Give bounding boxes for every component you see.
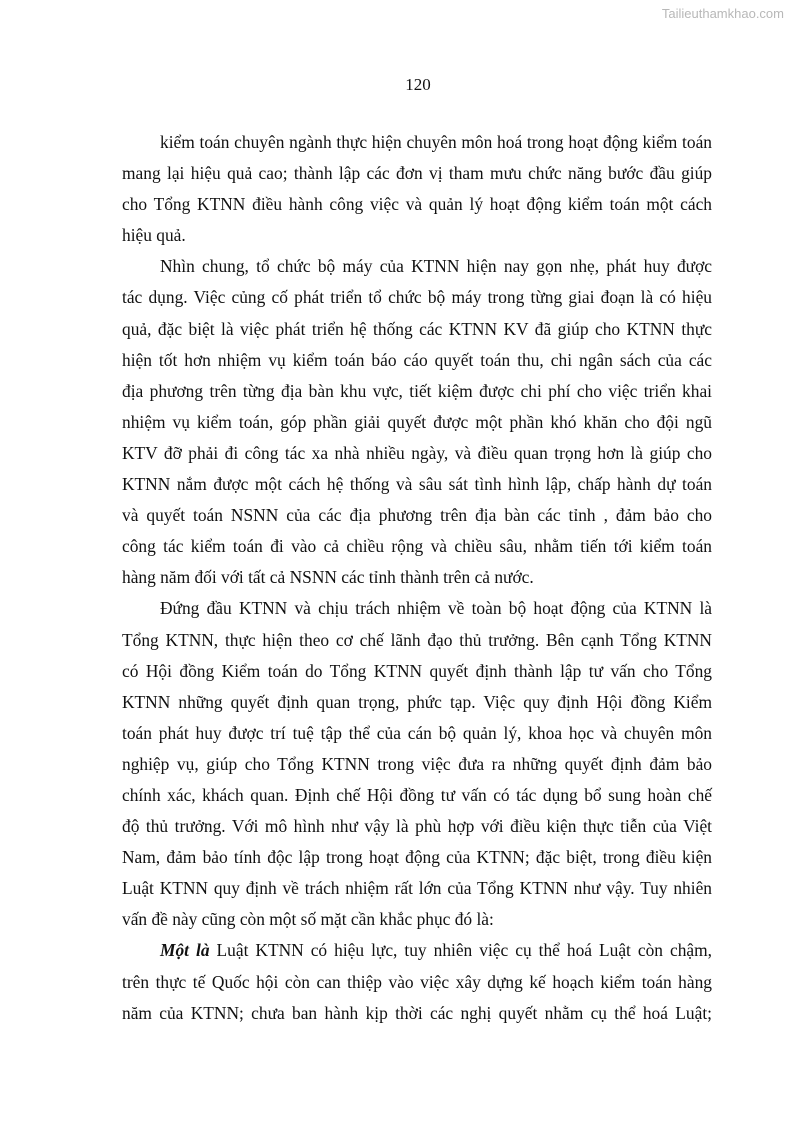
text-line: Luật KTNN quy định về trách nhiệm rất lớn của Tổng KTNN như vậy. Tuy nhiên: [122, 878, 712, 899]
paragraph: [122, 251, 712, 593]
text-line: Nhìn chung, tổ chức bộ máy của KTNN hiện nay gọn nhẹ, phát huy được: [160, 256, 712, 277]
paragraph: [122, 127, 712, 251]
text-line: tác dụng. Việc củng cố phát triển tổ chức bộ máy trong từng giai đoạn là có hiệu: [122, 287, 712, 308]
text-line: cho Tổng KTNN điều hành công việc và quản lý hoạt động kiểm toán một cách: [122, 194, 712, 215]
watermark: Tailieuthamkhao.com: [661, 6, 784, 21]
text-line: kiểm toán chuyên ngành thực hiện chuyên môn hoá trong hoạt động kiểm toán: [160, 132, 712, 152]
paragraph: [122, 593, 712, 935]
text-line: Nam, đảm bảo tính độc lập trong hoạt động của KTNN; đặc biệt, trong điều kiện: [122, 847, 712, 868]
text-line: vấn đề này cũng còn một số mặt cần khắc phục đó là:: [122, 909, 494, 930]
text-line: địa phương trên từng địa bàn khu vực, tiết kiệm được chi phí cho việc triển khai: [122, 380, 712, 401]
text-line: độ thủ trưởng. Với mô hình như vậy là phù hợp với điều kiện thực tiễn của Việt: [122, 816, 712, 837]
text-line: KTNN nắm được một cách hệ thống và sâu sát tình hình lập, chấp hành dự toán: [122, 474, 712, 495]
text-line: trên thực tế Quốc hội còn can thiệp vào việc xây dựng kế hoạch kiểm toán hàng: [122, 971, 712, 992]
text-line: quả, đặc biệt là việc phát triển hệ thống các KTNN KV đã giúp cho KTNN thực: [122, 318, 712, 339]
text-line: nghiệp vụ, giúp cho Tổng KTNN trong việc đưa ra những quyết định đảm bảo: [122, 753, 712, 774]
text-line: hiện tốt hơn nhiệm vụ kiểm toán báo cáo quyết toán thu, chi ngân sách của các: [122, 349, 712, 370]
text-line: [122, 935, 712, 966]
text-line: năm của KTNN; chưa ban hành kịp thời các nghị quyết nhằm cụ thể hoá Luật;: [122, 1002, 712, 1023]
text-line: và quyết toán NSNN của các địa phương trên địa bàn các tỉnh , đảm bảo cho: [122, 505, 712, 526]
text-line: công tác kiểm toán đi vào cả chiều rộng và chiều sâu, nhằm tiến tới kiểm toán: [122, 536, 712, 557]
text-line: có Hội đồng Kiểm toán do Tổng KTNN quyết định thành lập tư vấn cho Tổng: [122, 660, 712, 681]
text-line: KTNN những quyết định quan trọng, phức tạp. Việc quy định Hội đồng Kiểm: [122, 691, 712, 712]
text-line: nhiệm vụ kiểm toán, góp phần giải quyết được một phần khó khăn cho đội ngũ: [122, 411, 712, 432]
text-line-content: Luật KTNN có hiệu lực, tuy nhiên việc cụ thể hoá Luật còn chậm,: [209, 940, 712, 961]
text-line: chính xác, khách quan. Định chế Hội đồng tư vấn có tác dụng bổ sung hoàn chế: [122, 784, 712, 805]
text-line: toán phát huy được trí tuệ tập thể của cán bộ quản lý, khoa học và chuyên môn: [122, 722, 712, 743]
text-line: hiệu quả.: [122, 225, 186, 246]
text-line: KTV đỡ phải đi công tác xa nhà nhiều ngày, và điều quan trọng hơn là giúp cho: [122, 442, 712, 463]
text-line: hàng năm đối với tất cả NSNN các tỉnh thành trên cả nước.: [122, 567, 534, 588]
paragraph: [122, 935, 712, 1028]
text-line: Đứng đầu KTNN và chịu trách nhiệm về toàn bộ hoạt động của KTNN là: [160, 598, 712, 619]
text-line: mang lại hiệu quả cao; thành lập các đơn vị tham mưu chức năng bước đầu giúp: [122, 163, 712, 184]
document-body: [122, 127, 712, 1029]
page-number: 120: [405, 75, 431, 94]
paragraph-lead: Một là: [160, 940, 210, 961]
text-line: Tổng KTNN, thực hiện theo cơ chế lãnh đạo thủ trưởng. Bên cạnh Tổng KTNN: [122, 629, 712, 650]
